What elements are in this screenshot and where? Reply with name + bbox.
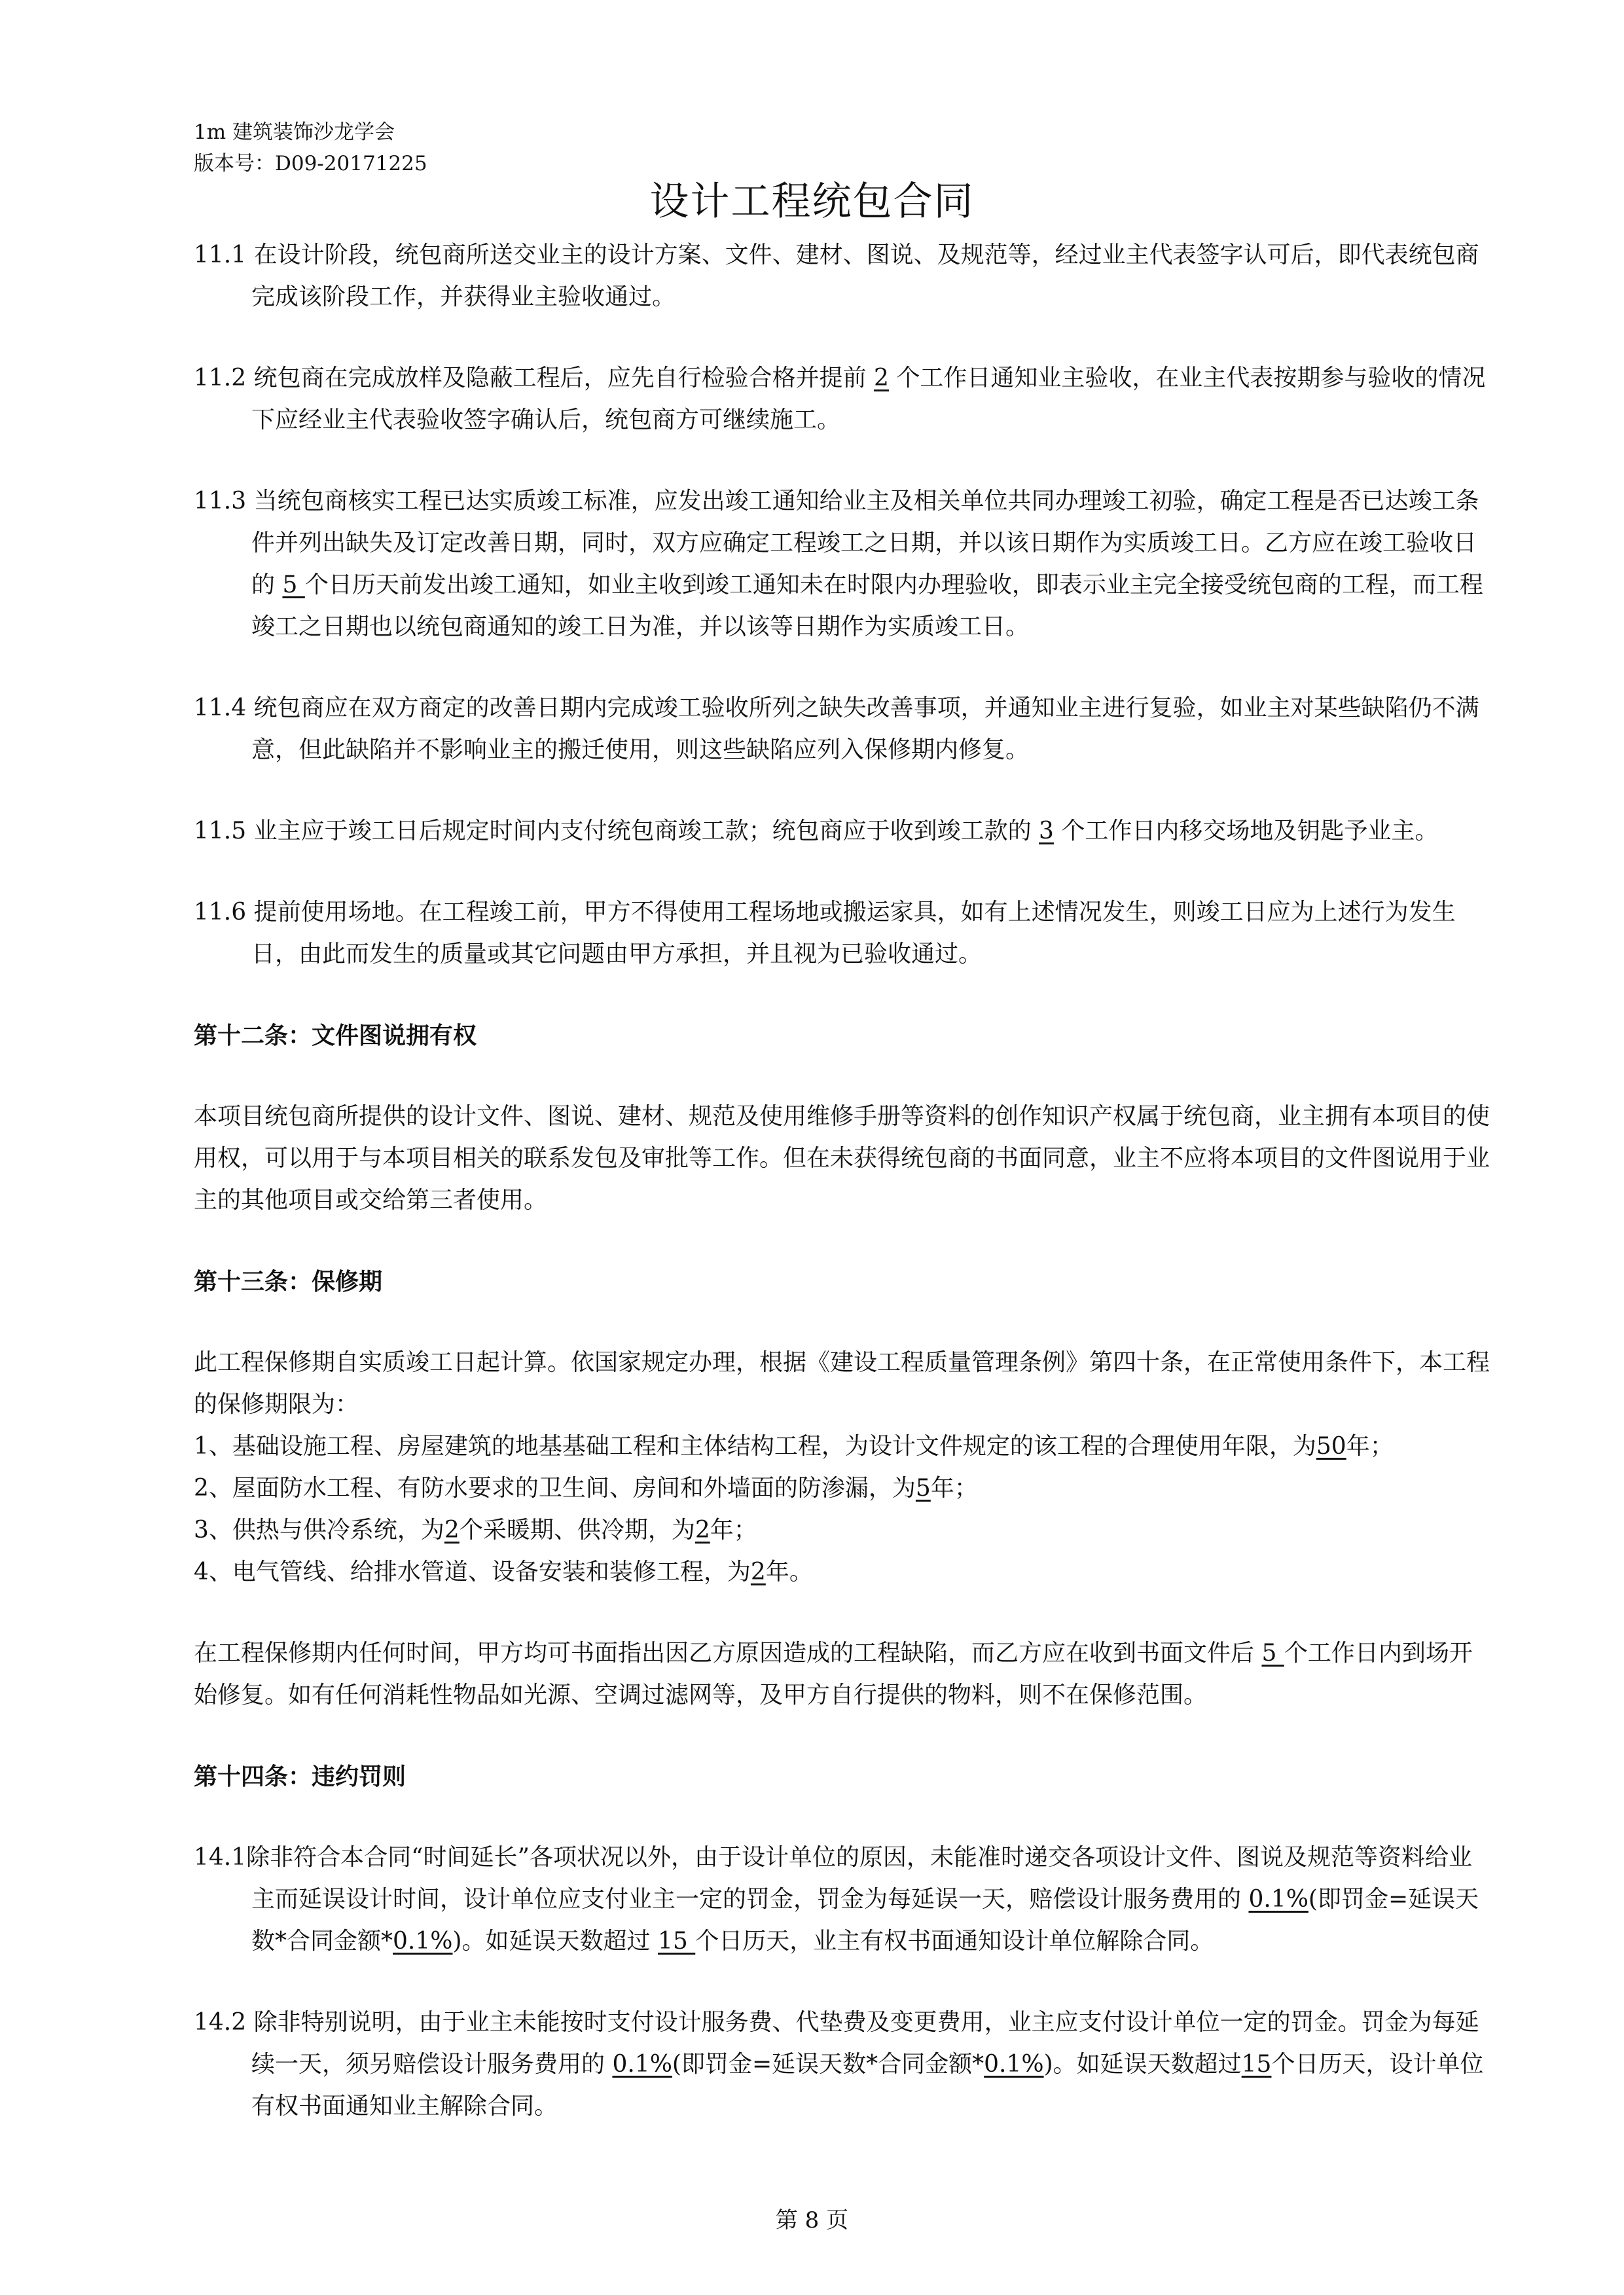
clause-14-1: 14.1除非符合本合同“时间延长”各项状况以外，由于设计单位的原因，未能准时递交各项设计文件、图说及规范等资料给业主而延误设计时间，设计单位应支付业主一定的罚金，罚金为每延误一天，赔偿设计服务费用的 0.1%(即罚金=延误天数*合同金额*0.1%)。如延误天数超过 15 个日历天，业主有权书面通知设计单位解除合同。: [194, 1844, 1479, 1955]
article-13-heading: 第十三条：保修期: [194, 1268, 383, 1295]
clause-11-3: [194, 480, 1490, 648]
warranty-item-4: 4、电气管线、给排水管道、设备安装和装修工程，为2年。: [194, 1559, 813, 1585]
blank-value: 50: [1316, 1433, 1346, 1460]
clause-text: 统包商在完成放样及隐蔽工程后，应先自行检验合格并提前: [246, 365, 875, 391]
clause-text: 提前使用场地。在工程竣工前，甲方不得使用工程场地或搬运家具，如有上述情况发生，则竣工日应为上述行为发生日，由此而发生的质量或其它问题由甲方承担，并且视为已验收通过。: [246, 899, 1456, 967]
clause-text: 业主应于竣工日后规定时间内支付统包商竣工款；统包商应于收到竣工款的: [246, 818, 1039, 844]
clause-11-2: [194, 357, 1490, 441]
blank-value: 0.1%: [393, 1928, 453, 1955]
clause-number: 14.2: [194, 2009, 247, 2036]
article-13-tail: 在工程保修期内任何时间，甲方均可书面指出因乙方原因造成的工程缺陷，而乙方应在收到书面文件后 5 个工作日内到场开始修复。如有任何消耗性物品如光源、空调过滤网等，及甲方自行提供的物料，则不在保修范围。: [194, 1640, 1473, 1708]
warranty-item-2: 2、屋面防水工程、有防水要求的卫生间、房间和外墙面的防渗漏，为5年；: [194, 1475, 978, 1502]
clause-number: 11.5: [194, 818, 247, 844]
blank-value: 5: [1261, 1640, 1284, 1667]
clause-number: 11.2: [194, 365, 247, 391]
clause-text: 个日历天前发出竣工通知，如业主收到竣工通知未在时限内办理验收，即表示业主完全接受统包商的工程，而工程竣工之日期也以统包商通知的竣工日为准，并以该等日期作为实质竣工日。: [251, 571, 1483, 640]
blank-value: 2: [444, 1517, 460, 1544]
blank-value: 15: [657, 1928, 696, 1955]
clause-number: 11.1: [194, 242, 247, 268]
article-12-body: 本项目统包商所提供的设计文件、图说、建材、规范及使用维修手册等资料的创作知识产权属于统包商，业主拥有本项目的使用权，可以用于与本项目相关的联系发包及审批等工作。但在未获得统包商的书面同意，业主不应将本项目的文件图说用于业主的其他项目或交给第三者使用。: [194, 1103, 1490, 1214]
clause-number: 11.4: [194, 695, 247, 721]
blank-value: 5: [282, 571, 305, 598]
article-12-heading: 第十二条：文件图说拥有权: [194, 1022, 477, 1049]
clause-text: 个工作日通知业主验收，在业主代表按期参与验收的情况下应经业主代表验收签字确认后，统包商方可继续施工。: [251, 365, 1486, 433]
clause-11-6: [194, 892, 1490, 975]
header-version: 版本号：D09-20171225: [194, 152, 427, 175]
warranty-item-1: 1、基础设施工程、房屋建筑的地基基础工程和主体结构工程，为设计文件规定的该工程的合理使用年限，为50年；: [194, 1433, 1394, 1460]
clause-11-1: [194, 234, 1490, 318]
page-number: 第 8 页: [775, 2207, 849, 2233]
blank-value: 2: [750, 1559, 766, 1585]
document-header: [194, 117, 427, 179]
clause-11-4: [194, 687, 1490, 771]
clause-text: 统包商应在双方商定的改善日期内完成竣工验收所列之缺失改善事项，并通知业主进行复验，如业主对某些缺陷仍不满意，但此缺陷并不影响业主的搬迁使用，则这些缺陷应列入保修期内修复。: [246, 695, 1479, 763]
document-body: [194, 234, 1490, 2167]
clause-text: 在设计阶段，统包商所送交业主的设计方案、文件、建材、图说、及规范等，经过业主代表签字认可后，即代表统包商完成该阶段工作，并获得业主验收通过。: [246, 242, 1479, 310]
blank-value: 0.1%: [612, 2051, 672, 2078]
clause-text: 当统包商核实工程已达实质竣工标准，应发出竣工通知给业主及相关单位共同办理竣工初验，确定工程是否已达竣工条件并列出缺失及订定改善日期，同时，双方应确定工程竣工之日期，并以该日期作为实质竣工日。乙方应在竣工验收日的: [246, 488, 1479, 598]
blank-value: 2: [874, 365, 889, 391]
clause-text: 个工作日内移交场地及钥匙予业主。: [1053, 818, 1439, 844]
clause-14-2: 14.2 除非特别说明，由于业主未能按时支付设计服务费、代垫费及变更费用，业主应支付设计单位一定的罚金。罚金为每延续一天，须另赔偿设计服务费用的 0.1%(即罚金=延误天数*合同金额*0.1%)。如延误天数超过15个日历天，设计单位有权书面通知业主解除合同。: [194, 2009, 1484, 2120]
clause-number: 14.1: [194, 1844, 247, 1871]
blank-value: 0.1%: [984, 2051, 1044, 2078]
header-org: 1m 建筑装饰沙龙学会: [194, 120, 395, 144]
blank-value: 15: [1241, 2051, 1272, 2078]
warranty-item-3: 3、供热与供冷系统，为2个采暖期、供冷期，为2年；: [194, 1517, 757, 1544]
blank-value: 3: [1039, 818, 1054, 844]
article-14-heading: 第十四条：违约罚则: [194, 1763, 406, 1790]
blank-value: 2: [695, 1517, 710, 1544]
document-title: 设计工程统包合同: [649, 179, 975, 225]
warranty-list: [194, 1342, 1490, 1593]
clause-number: 11.6: [194, 899, 247, 926]
clause-11-5: [194, 810, 1490, 852]
blank-value: 0.1%: [1248, 1886, 1308, 1913]
blank-value: 5: [915, 1475, 931, 1502]
article-13-intro: 此工程保修期自实质竣工日起计算。依国家规定办理，根据《建设工程质量管理条例》第四十条，在正常使用条件下，本工程的保修期限为：: [194, 1349, 1490, 1418]
clause-number: 11.3: [194, 488, 247, 515]
